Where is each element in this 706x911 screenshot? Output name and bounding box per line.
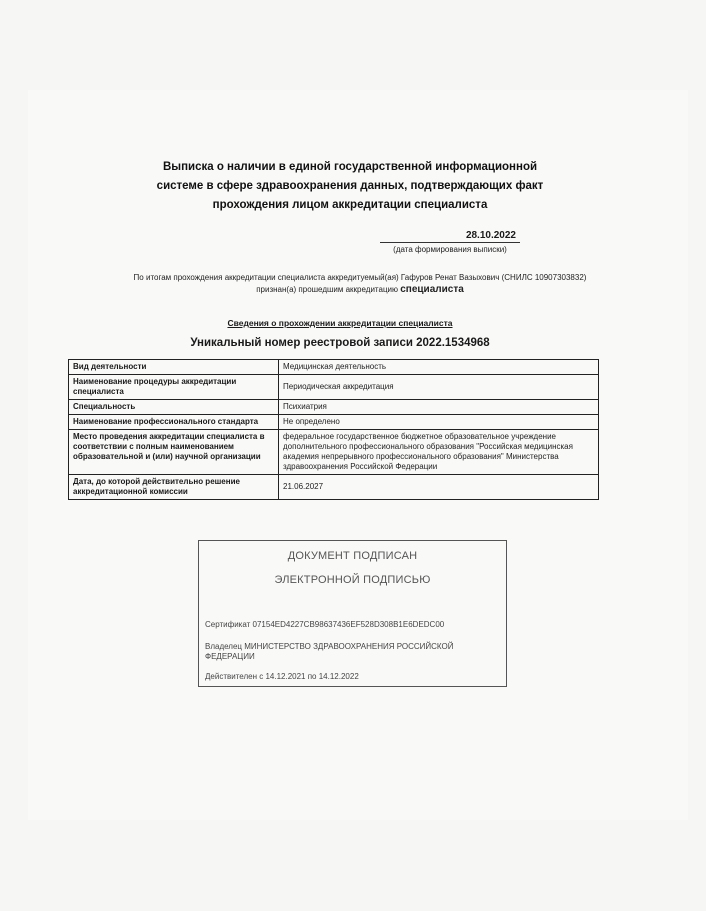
stamp-valid: Действителен с 14.12.2021 по 14.12.2022: [205, 672, 359, 681]
row-label: Вид деятельности: [69, 360, 279, 375]
row-label: Дата, до которой действительно решение аккредитационной комиссии: [69, 475, 279, 500]
formation-date-caption: (дата формирования выписки): [393, 245, 507, 254]
row-value: Медицинская деятельность: [279, 360, 599, 375]
title-line-3: прохождения лицом аккредитации специалиста: [212, 199, 488, 211]
formation-date-value: 28.10.2022: [380, 230, 520, 243]
row-value: 21.06.2027: [279, 475, 599, 500]
result-strong: специалиста: [400, 284, 464, 295]
table-row: [69, 475, 599, 500]
title-line-1: Выписка о наличии в единой государственной информационной: [162, 161, 538, 173]
section-title: Сведения о прохождении аккредитации специалиста: [227, 318, 453, 328]
table-row: [69, 375, 599, 400]
result-line-1: По итогам прохождения аккредитации специалиста аккредитуемый(ая) Гафуров Ренат Вазыхович (СНИЛС 10907303832): [133, 273, 587, 282]
table-row: [69, 430, 599, 475]
row-value: Не определено: [279, 415, 599, 430]
row-value: Периодическая аккредитация: [279, 375, 599, 400]
stamp-heading-1: ДОКУМЕНТ ПОДПИСАН: [287, 550, 418, 562]
table-row: [69, 415, 599, 430]
stamp-owner: Владелец МИНИСТЕРСТВО ЗДРАВООХРАНЕНИЯ РОССИЙСКОЙ ФЕДЕРАЦИИ: [205, 642, 454, 661]
stamp-heading-2: ЭЛЕКТРОННОЙ ПОДПИСЬЮ: [274, 574, 431, 586]
formation-date: [380, 230, 520, 254]
row-label: Наименование процедуры аккредитации специалиста: [69, 375, 279, 400]
accreditation-result: [80, 272, 640, 296]
accreditation-table: [68, 359, 599, 500]
stamp-certificate: Сертификат 07154ED4227CB98637436EF528D308B1E6DEDC00: [205, 620, 445, 629]
result-line-2: [80, 284, 640, 296]
row-value: федеральное государственное бюджетное образовательное учреждение дополнительного профессионального образования "Российская медицинская академия непрерывного профессионального образования" Министерства здравоохранения Российской Федерации: [279, 430, 599, 475]
document-title: [100, 158, 600, 215]
record-number: Уникальный номер реестровой записи 2022.1534968: [190, 337, 490, 349]
row-label: Наименование профессионального стандарта: [69, 415, 279, 430]
row-label: Специальность: [69, 400, 279, 415]
row-value: Психиатрия: [279, 400, 599, 415]
result-prefix: признан(а) прошедшим аккредитацию: [256, 285, 398, 294]
table-row: [69, 360, 599, 375]
table-row: [69, 400, 599, 415]
row-label: Место проведения аккредитации специалиста в соответствии с полным наименованием образовательной и (или) научной организации: [69, 430, 279, 475]
title-line-2: системе в сфере здравоохранения данных, подтверждающих факт: [156, 180, 544, 192]
electronic-signature-stamp: [198, 540, 507, 687]
